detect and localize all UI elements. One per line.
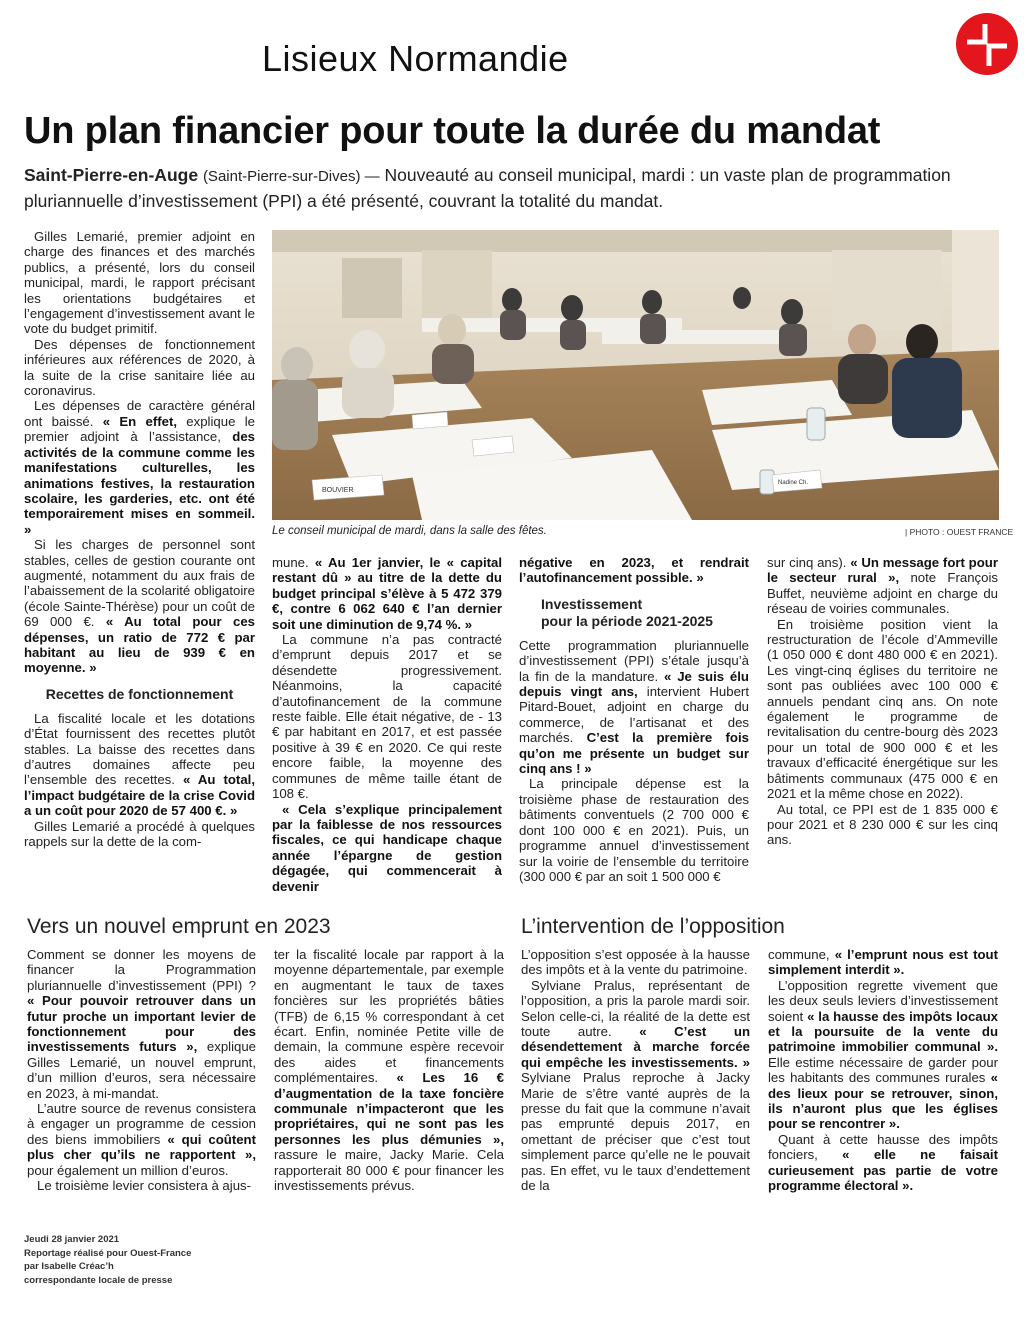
text-run: ter la fiscalité locale par rapport à la moyenne départementale, par exemple en augmentant le taux de taxes foncières sur les propriétés bâties (TFB) de 6,15 % correspondant à cet écart. Enfin, nominée Petite ville de demain, la commune espère recevoir des aides et financements complémentaires. <box>274 947 504 1086</box>
text-run: intervient Hubert Pitard-Bouet, adjoint en charge du commerce, de l’artisanat et des marchés. <box>519 684 749 746</box>
paragraph: La commune n’a pas contracté d’emprunt depuis 2017 et se désendette progressivement. Néanmoins, la capacité d’autofinancement de la commune reste faible. Elle était négative, de - 13 € par habitant en 2017, et est passée positive à 39 € en 2020. Ce qui reste encore faible, la moyenne des communes de même taille étant de 108 €. <box>272 632 502 802</box>
article-column-3 <box>519 555 749 884</box>
text-run: rassure le maire, Jacky Marie. Cela rapporterait 80 000 € pour financer les investissements prévus. <box>274 1147 504 1194</box>
quote: « Au 1er janvier, le « capital restant dû » au titre de la dette du budget principal s’élève à 5 472 379 €, contre 6 062 640 € l’an dernier soit une diminution de 9,74 %. » <box>272 555 502 632</box>
paragraph <box>274 947 504 1194</box>
text-run: note François Buffet, neuvième adjoint en charge du réseau de voiries communales. <box>767 570 998 617</box>
paragraph <box>27 947 256 1101</box>
text-run: L’autre source de revenus consistera à engager un programme de cession des biens immobiliers <box>27 1101 256 1147</box>
article-column-2 <box>272 555 502 894</box>
photo-credit: | PHOTO : OUEST FRANCE <box>905 527 1014 537</box>
quote: « la hausse des impôts locaux et la poursuite de la vente du patrimoine immobilier communal ». <box>768 1008 999 1055</box>
subheading: Recettes de fonctionnement <box>45 685 234 702</box>
paragraph <box>519 638 749 777</box>
emprunt-column-1 <box>27 947 256 1194</box>
council-photo <box>272 230 999 520</box>
nameplate-bouvier: BOUVIER <box>322 487 354 494</box>
emprunt-column-2 <box>274 947 504 1194</box>
text-run: Elle estime nécessaire de garder pour les habitants des communes rurales <box>768 1054 998 1086</box>
paragraph <box>768 978 998 1132</box>
nameplate-nadine: Nadine Ch. <box>778 480 809 486</box>
quote: « Les 16 € d’augmentation de la taxe foncière communale n’impacteront que les propriétaires, qui ne sont pas les personnes les plus démunies », <box>274 1070 504 1147</box>
paragraph <box>272 555 502 632</box>
quote: « l’emprunt nous est tout simplement interdit ». <box>768 947 998 978</box>
quote: « C’est un désendettement à marche forcée qui empêche les investissements. » <box>521 1024 750 1070</box>
quote: « En effet, <box>102 413 177 429</box>
quote: « elle ne faisait curieusement pas partie de votre programme électoral ». <box>768 1147 998 1194</box>
quote: négative en 2023, et rendrait l’autofinancement possible. » <box>519 555 749 586</box>
text-run: mune. <box>272 555 309 570</box>
paragraph <box>24 537 255 676</box>
quote: « qui coûtent plus cher qu’ils ne rapportent », <box>27 1131 257 1163</box>
paragraph: Au total, ce PPI est de 1 835 000 € pour 2021 et 8 230 000 € sur les cinq ans. <box>767 801 998 848</box>
text-run: L’opposition regrette vivement que les deux seuls leviers d’investissement soient <box>768 977 998 1024</box>
paragraph: Le troisième levier consistera à ajus- <box>37 1178 252 1194</box>
paragraph <box>521 978 750 1194</box>
section-title-emprunt: Vers un nouvel emprunt en 2023 <box>27 915 331 938</box>
text-run: Quant à cette hausse des impôts fonciers, <box>768 1131 998 1163</box>
headline: Un plan financier pour toute la durée du mandat <box>24 110 881 152</box>
text-run: Si les charges de personnel sont stables, celles de gestion courante ont augmenté, notamment du aux frais de l’abaissement de la scolarité obligatoire (école Sainte-Thérèse) pour un coût de 69 000 €. <box>24 537 255 630</box>
quote: « Au total, l’impact budgétaire de la crise Covid a un coût pour 2020 de 57 400 €. » <box>24 772 255 819</box>
quote: C’est la première fois qu’on me présente un budget sur cinq ans ! » <box>519 730 749 777</box>
quote: « Au total pour ces dépenses, un ratio de 772 € par habitant au lieu de 939 € en moyenne. » <box>24 614 256 676</box>
footer-author: par Isabelle Créac’h <box>24 1261 114 1272</box>
text-run: Cette programmation pluriannuelle d’investissement (PPI) s’étale jusqu’à la fin de la mandature. <box>519 637 749 684</box>
text-run: sur cinq ans). <box>767 555 847 570</box>
photo-caption: Le conseil municipal de mardi, dans la salle des fêtes. <box>272 525 547 537</box>
text-run: explique le premier adjoint à l’assistance, <box>24 413 255 445</box>
paragraph: En troisième position vient la restructuration de l’école d’Ammeville (1 050 000 € dont 480 000 € en 2021). Les vingt-cinq églises du territoire ne sont pas oubliées avec 100 000 € annuels pendant cinq ans. On note également le programme de revitalisation du centre-bourg dès 2023 pour un total de 900 000 € et les travaux d’efficacité énergétique sur les bâtiments communaux (475 000 € en 2021 et la même chose en 2022). <box>767 616 998 802</box>
footer-role: correspondante locale de presse <box>24 1274 173 1286</box>
text-run: Les dépenses de caractère général ont baissé. <box>24 398 255 429</box>
paragraph <box>27 1101 256 1178</box>
text-run: Comment se donner les moyens de financer la Programmation pluriannuelle d’investissement (PPI) ? <box>27 947 256 993</box>
paragraph <box>768 947 998 978</box>
quote: « des lieux pour se retrouver, sinon, ils n’auront plus que les églises pour se rencontrer ». <box>768 1070 998 1132</box>
opposition-column-2 <box>768 947 998 1194</box>
masthead: Lisieux Normandie <box>262 38 569 79</box>
paragraph: Gilles Lemarié, premier adjoint en charge des finances et des marchés publics, a présenté, lors du conseil municipal, mardi, le rapport précisant les orientations budgétaires et l’engagement d’investissement avant le vote du budget primitif. <box>24 229 255 337</box>
chapo <box>24 163 1004 213</box>
opposition-column-1 <box>521 947 750 1194</box>
footer-credits <box>24 1233 191 1287</box>
text-run: Sylviane Pralus, représentant de l’opposition, a pris la parole mardi soir. Selon celle-ci, la réalité de la dette est toute autre. <box>521 977 750 1040</box>
paragraph: La principale dépense est la troisième phase de restauration des bâtiments conventuels (2 700 000 € dont 100 000 € en 2021). Puis, un programme annuel d’investissement sur la voirie de l’ensemble du territoire (300 000 € par an soit 1 500 000 € <box>519 776 749 884</box>
section-title-opposition: L’intervention de l’opposition <box>521 915 785 938</box>
ouest-france-logo <box>955 12 1019 76</box>
chapo-place: Saint-Pierre-en-Auge <box>24 165 199 185</box>
text-run: La fiscalité locale et les dotations d’État fournissent des recettes plutôt stables. La baisse des recettes dans d’autres domaines affecte peu l’ensemble des recettes. <box>24 710 255 788</box>
quote: « Un message fort pour le secteur rural », <box>767 555 998 586</box>
article-column-1 <box>24 229 255 849</box>
text-run: explique Gilles Lemarié, un nouvel emprunt, d’un million d’euros, sera nécessaire en 2023, à mi-mandat. <box>27 1039 257 1101</box>
footer-report: Reportage réalisé pour Ouest-France <box>24 1247 192 1259</box>
paragraph <box>768 1132 998 1194</box>
text-run: Sylviane Pralus reproche à Jacky Marie de s’être vanté auprès de la presse du fait que la commune n’avait pas emprunté depuis 2017, en omettant de préciser que c’est tout simplement parce qu’elle ne le pouvait pas. En effet, vu le taux d’endettement de la <box>521 1070 750 1194</box>
text-run: pour également un million d’euros. <box>27 1162 229 1178</box>
subheading-line-2: pour la période 2021-2025 <box>541 612 713 629</box>
quote: « Je suis élu depuis vingt ans, <box>519 668 749 700</box>
paragraph <box>24 398 255 537</box>
subheading-line-1: Investissement <box>541 595 643 612</box>
footer-date: Jeudi 28 janvier 2021 <box>24 1234 120 1245</box>
paragraph <box>767 555 998 617</box>
quote: « Pour pouvoir retrouver dans un futur proche un important levier de fonctionnement pour des investissements futurs », <box>27 993 256 1055</box>
paragraph <box>24 711 255 819</box>
text-run: commune, <box>768 947 830 962</box>
article-column-4 <box>767 555 998 848</box>
paragraph: Des dépenses de fonctionnement inférieures aux références de 2020, à la suite de la crise sanitaire liée au coronavirus. <box>24 336 255 399</box>
subheading <box>519 596 749 630</box>
chapo-commune: (Saint-Pierre-sur-Dives) — <box>202 168 380 185</box>
paragraph: Gilles Lemarié a procédé à quelques rappels sur la dette de la com- <box>24 818 255 850</box>
quote: « Cela s’explique principalement par la faiblesse de nos ressources fiscales, ce qui handicape chaque année l’épargne de gestion dégagée, qui commencerait à devenir <box>272 801 502 894</box>
quote: des activités de la commune comme les manifestations culturelles, les animations festives, la restauration scolaire, les garderies, etc. ont été temporairement mises en sommeil. » <box>24 429 255 537</box>
paragraph: L’opposition s’est opposée à la hausse des impôts et à la vente du patrimoine. <box>521 947 750 978</box>
chapo-text: Nouveauté au conseil municipal, mardi : un vaste plan de programmation pluriannuelle d’investissement (PPI) a été présenté, couvrant la totalité du mandat. <box>24 165 951 211</box>
